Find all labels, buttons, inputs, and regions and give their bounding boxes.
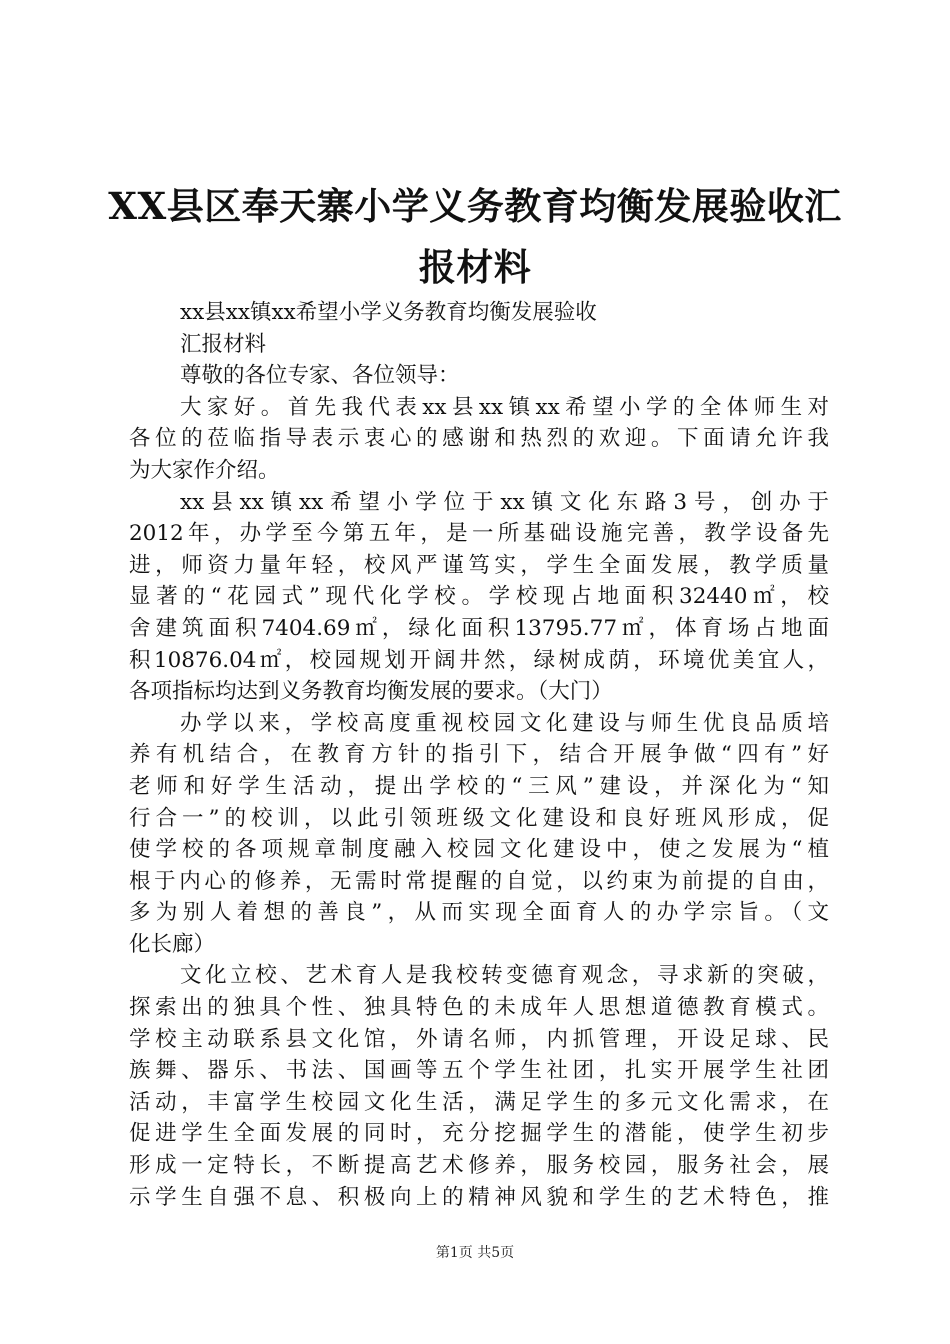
body-text-line: 进，师资力量年轻，校风严谨笃实，学生全面发展，教学质量 — [129, 552, 829, 578]
document-body — [129, 297, 829, 1213]
body-text-line: 办学以来，学校高度重视校园文化建设与师生优良品质培 — [180, 710, 829, 736]
body-text-line: xx县xx镇xx希望小学义务教育均衡发展验收 — [180, 300, 597, 325]
document-title-line-1: XX县区奉天寨小学义务教育均衡发展验收汇 — [108, 184, 842, 228]
body-text-line: 各项指标均达到义务教育均衡发展的要求。（大门） — [129, 679, 613, 705]
body-text-line: 养有机结合，在教育方针的指引下，结合开展争做“四有”好 — [129, 742, 829, 768]
body-text-line: 2012年，办学至今第五年，是一所基础设施完善，教学设备先 — [129, 521, 829, 547]
body-text-line: 老师和好学生活动，提出学校的“三风”建设，并深化为“知 — [129, 773, 829, 799]
body-text-line: 大家好。首先我代表xx县xx镇xx希望小学的全体师生对 — [180, 394, 829, 420]
body-text-line: 活动，丰富学生校园文化生活，满足学生的多元文化需求，在 — [129, 1089, 829, 1115]
body-text-line: 显著的“花园式”现代化学校。学校现占地面积32440㎡，校 — [129, 584, 829, 610]
body-text-line: 尊敬的各位专家、各位领导： — [180, 363, 460, 389]
body-text-line: 行合一”的校训，以此引领班级文化建设和良好班风形成，促 — [129, 805, 829, 831]
body-text-line: 示学生自强不息、积极向上的精神风貌和学生的艺术特色，推 — [129, 1184, 829, 1210]
body-text-line: 学校主动联系县文化馆，外请名师，内抓管理，开设足球、民 — [129, 1026, 829, 1052]
body-text-line: 族舞、器乐、书法、国画等五个学生社团，扎实开展学生社团 — [129, 1058, 829, 1084]
body-text-line: 积10876.04㎡，校园规划开阔井然，绿树成荫，环境优美宜人， — [129, 647, 829, 673]
body-text-line: 文化立校、艺术育人是我校转变德育观念，寻求新的突破， — [180, 963, 829, 989]
page-footer: 第1页 共5页 — [435, 1245, 515, 1261]
body-text-line: 舍建筑面积7404.69㎡，绿化面积13795.77㎡，体育场占地面 — [129, 615, 829, 641]
body-text-line: 根于内心的修养，无需时常提醒的自觉，以约束为前提的自由， — [129, 868, 829, 894]
body-text-line: xx县xx镇xx希望小学位于xx镇文化东路3号，创办于 — [180, 489, 829, 515]
body-text-line: 汇报材料 — [180, 331, 267, 357]
body-text-line: 为大家作介绍。 — [129, 457, 280, 483]
body-text-line: 形成一定特长，不断提高艺术修养，服务校园，服务社会，展 — [129, 1153, 829, 1179]
body-text-line: 探索出的独具个性、独具特色的未成年人思想道德教育模式。 — [129, 995, 829, 1021]
body-text-line: 多为别人着想的善良”，从而实现全面育人的办学宗旨。（文 — [129, 900, 829, 926]
body-text-line: 化长廊） — [129, 931, 216, 957]
document-title-line-2: 报材料 — [418, 245, 532, 289]
body-text-line: 使学校的各项规章制度融入校园文化建设中，使之发展为“植 — [129, 837, 829, 863]
body-text-line: 各位的莅临指导表示衷心的感谢和热烈的欢迎。下面请允许我 — [129, 426, 829, 452]
body-text-line: 促进学生全面发展的同时，充分挖掘学生的潜能，使学生初步 — [129, 1121, 829, 1147]
